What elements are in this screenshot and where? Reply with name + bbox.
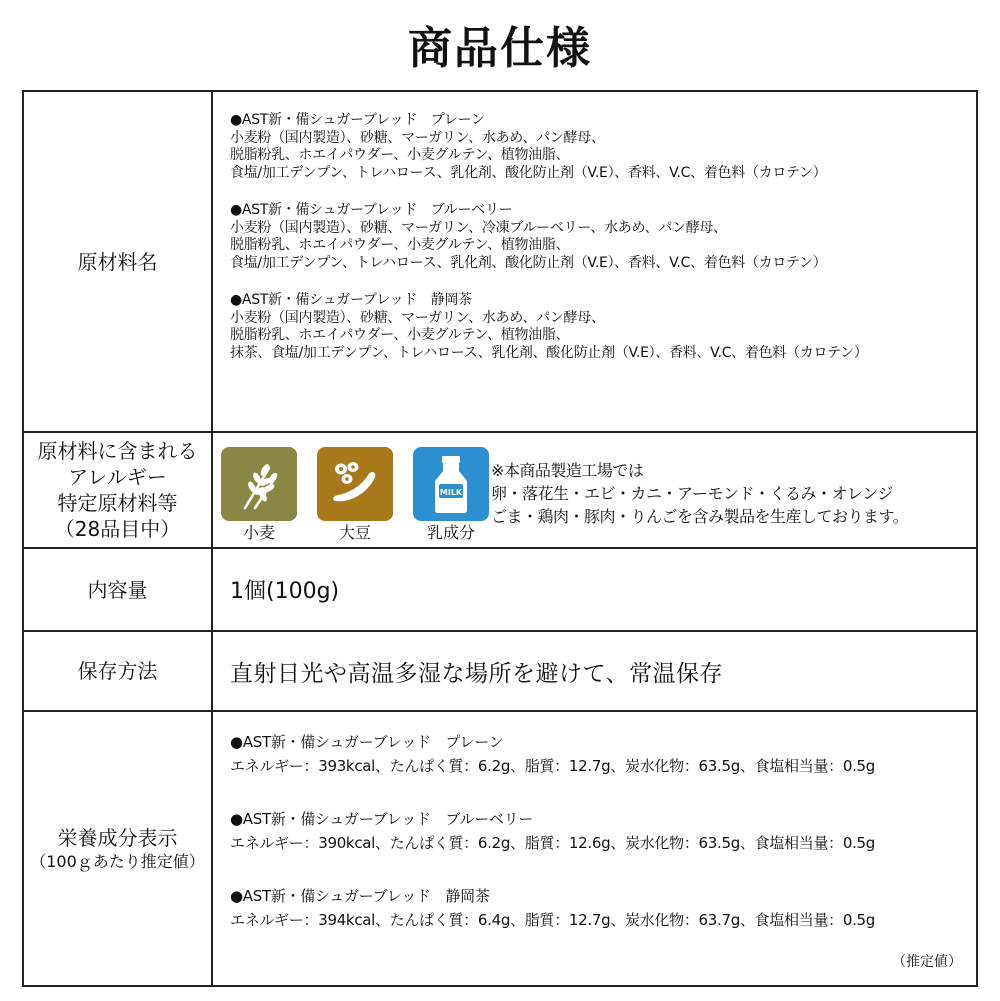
allergen-label: 大豆 [338, 523, 371, 542]
allergen-wheat [221, 447, 297, 547]
estimate-note: （推定値） [892, 954, 962, 970]
allergen-label: 乳成分 [426, 523, 475, 542]
ingredients-value [215, 92, 976, 431]
allergen-soybean [317, 447, 393, 547]
nutrition-line: エネルギー：394kcal、たんぱく質：6.4g、脂質：12.7g、炭水化物：63.7g、食塩相当量：0.5g [230, 911, 876, 929]
ingredients-line: 脱脂粉乳、ホエイパウダー、小麦グルテン、植物油脂、 [230, 147, 570, 163]
spec-table [22, 90, 978, 987]
page-title: 商品仕様 [408, 23, 592, 74]
nutrition-sublabel: （100ｇあたり推定値） [30, 851, 205, 871]
allergen-note-line: ※本商品製造工場では [491, 461, 644, 480]
allergens-label-line: （28品目中） [54, 517, 181, 541]
ingredients-line: 食塩/加工デンプン、トレハロース、乳化剤、酸化防止剤（V.E）、香料、V.C、着色料（カロテン） [230, 254, 827, 271]
ingredients-heading: ●AST新・備シュガーブレッド 静岡茶 [230, 292, 472, 308]
storage-row [24, 632, 976, 712]
allergen-label: 小麦 [242, 523, 275, 542]
soybean-icon [317, 447, 393, 521]
nutrition-block-shizuoka-tea [230, 884, 976, 932]
storage-label: 保存方法 [24, 632, 213, 710]
ingredients-line: 食塩/加工デンプン、トレハロース、乳化剤、酸化防止剤（V.E）、香料、V.C、着色料（カロテン） [230, 164, 827, 181]
allergen-note-line: ごま・鶏肉・豚肉・りんごを含み製品を生産しております。 [491, 507, 909, 526]
allergens-label [24, 433, 213, 547]
storage-value: 直射日光や高温多湿な場所を避けて、常温保存 [230, 660, 724, 687]
ingredients-heading: ●AST新・備シュガーブレッド プレーン [230, 112, 485, 128]
allergens-row [24, 433, 976, 549]
nutrition-heading: ●AST新・備シュガーブレッド 静岡茶 [230, 887, 490, 905]
quantity-value: 1個(100g) [230, 579, 340, 604]
allergens-label-line: 原材料に含まれる [37, 439, 198, 463]
nutrition-label-cell [24, 712, 213, 985]
nutrition-value [215, 712, 976, 985]
storage-value-cell [215, 632, 976, 710]
allergen-note-line: 卵・落花生・エビ・カニ・アーモンド・くるみ・オレンジ [491, 484, 893, 503]
milk-icon-text: MILK [439, 488, 463, 497]
allergens-label-line: アレルギー [68, 465, 167, 489]
ingredients-block-blueberry [230, 202, 976, 272]
ingredients-line: 小麦粉（国内製造）、砂糖、マーガリン、冷凍ブルーベリー、水あめ、パン酵母、 [230, 219, 727, 236]
allergens-value [215, 433, 976, 547]
wheat-icon [221, 447, 297, 521]
milk-bottle-icon [413, 447, 489, 521]
nutrition-label: 栄養成分表示 [57, 825, 178, 850]
ingredients-block-shizuoka-tea [230, 292, 976, 362]
nutrition-heading: ●AST新・備シュガーブレッド プレーン [230, 733, 504, 751]
nutrition-heading: ●AST新・備シュガーブレッド ブルーベリー [230, 810, 534, 828]
allergen-milk [413, 447, 489, 547]
nutrition-block-blueberry [230, 807, 976, 855]
allergens-label-line: 特定原材料等 [57, 491, 178, 515]
quantity-value-cell [215, 549, 976, 630]
quantity-label: 内容量 [24, 549, 213, 630]
ingredients-heading: ●AST新・備シュガーブレッド ブルーベリー [230, 202, 513, 218]
allergen-note [491, 459, 908, 528]
ingredients-line: 脱脂粉乳、ホエイパウダー、小麦グルテン、植物油脂、 [230, 237, 570, 253]
ingredients-line: 小麦粉（国内製造）、砂糖、マーガリン、水あめ、パン酵母、 [230, 129, 605, 146]
ingredients-line: 脱脂粉乳、ホエイパウダー、小麦グルテン、植物油脂、 [230, 327, 570, 343]
quantity-row [24, 549, 976, 632]
ingredients-block-plain [230, 112, 976, 182]
nutrition-row [24, 712, 976, 985]
ingredients-line: 抹茶、食塩/加工デンプン、トレハロース、乳化剤、酸化防止剤（V.E）、香料、V.C、着色料（カロテン） [230, 344, 868, 361]
ingredients-line: 小麦粉（国内製造）、砂糖、マーガリン、水あめ、パン酵母、 [230, 309, 605, 326]
ingredients-row [24, 92, 976, 433]
nutrition-line: エネルギー：390kcal、たんぱく質：6.2g、脂質：12.6g、炭水化物：63.5g、食塩相当量：0.5g [230, 834, 876, 852]
nutrition-line: エネルギー：393kcal、たんぱく質：6.2g、脂質：12.7g、炭水化物：63.5g、食塩相当量：0.5g [230, 757, 876, 775]
ingredients-label: 原材料名 [24, 92, 213, 431]
allergen-icons [221, 447, 481, 547]
nutrition-block-plain [230, 730, 976, 778]
